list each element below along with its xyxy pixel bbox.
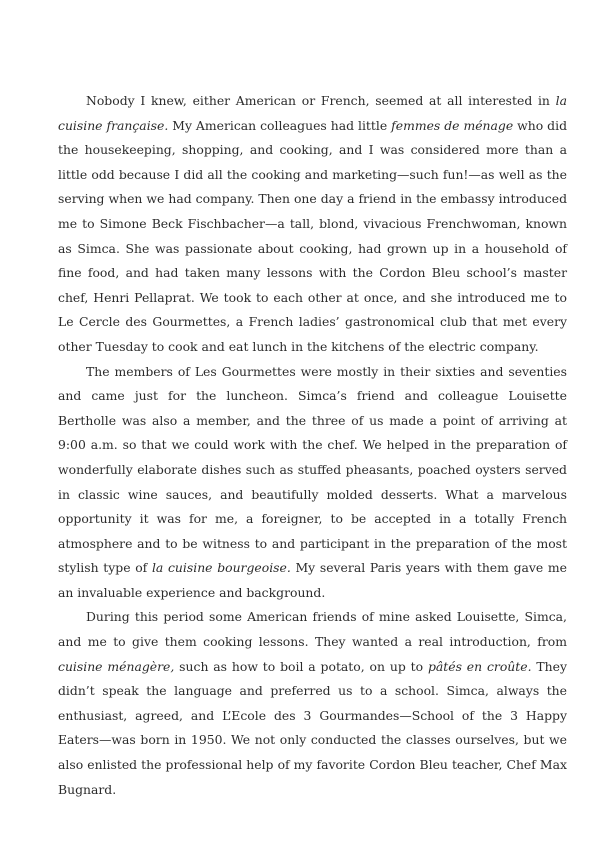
p2-italic-la-cuisine-bourgeoise: la cuisine bourgeoise. <box>151 560 291 576</box>
paragraph-1 <box>58 89 567 360</box>
p1-text-3: who did the housekeeping, shopping, and cooking, and I was considered more than a little odd because I did all the cooking and marketing—such fun!—as well as the serving when we had company. Then one day a friend in the embassy introduced me to Simone Beck Fischbacher—a tall, blond, vivacious Frenchwoman, known as Simca. She was passionate about cooking, had grown up in a household of fine food, and had taken many lessons with the Cordon Bleu school’s master chef, Henri Pellaprat. We took to each other at once, and she introduced me to Le Cercle des Gourmettes, a French ladies’ gastronomical club that met every other Tuesday to cook and eat lunch in the kitchens of the electric company. <box>58 117 567 354</box>
paragraph-3 <box>58 605 567 802</box>
p1-italic-la-cuisine-francaise: la cuisine française. <box>58 93 567 133</box>
p1-text-1: Nobody I knew, either American or French, seemed at all interested in <box>86 93 556 108</box>
p3-italic-cuisine-menagere: cuisine ménagère, <box>58 658 175 674</box>
p3-text-1: During this period some American friends of mine asked Louisette, Simca, and me to give them cooking lessons. They wanted a real introduction, from <box>58 609 567 650</box>
p1-italic-femmes-de-menage: femmes de ménage <box>391 117 514 133</box>
p3-italic-pates-en-croute: pâtés en croûte. <box>427 658 532 674</box>
p2-text-2: My several Paris years with them gave me an invaluable experience and background. <box>58 560 567 600</box>
p2-text-1: The members of Les Gourmettes were mostly in their sixties and seventies and came just for the luncheon. Simca’s friend and colleague Louisette Bertholle was also a member, and the three of us made a point of arriving at 9:00 a.m. so that we could work with the chef. We helped in the preparation of wonderfully elaborate dishes such as stuffed pheasants, poached oysters served in classic wine sauces, and beautifully molded desserts. What a marvelous opportunity it was for me, a foreigner, to be accepted in a totally French atmosphere and to be witness to and participant in the preparation of the most stylish type of <box>58 363 567 576</box>
page-body <box>58 89 567 802</box>
p3-text-3: They didn’t speak the language and preferred us to a school. Simca, always the enthusiast, agreed, and L’Ecole des 3 Gourmandes—School of the 3 Happy Eaters—was born in 1950. We not only conducted the classes ourselves, but we also enlisted the professional help of my favorite Cordon Bleu teacher, Chef Max Bugnard. <box>58 658 567 797</box>
p3-text-2: such as how to boil a potato, on up to <box>174 658 428 674</box>
paragraph-2 <box>58 360 567 606</box>
p1-text-2: My American colleagues had little <box>168 117 392 133</box>
